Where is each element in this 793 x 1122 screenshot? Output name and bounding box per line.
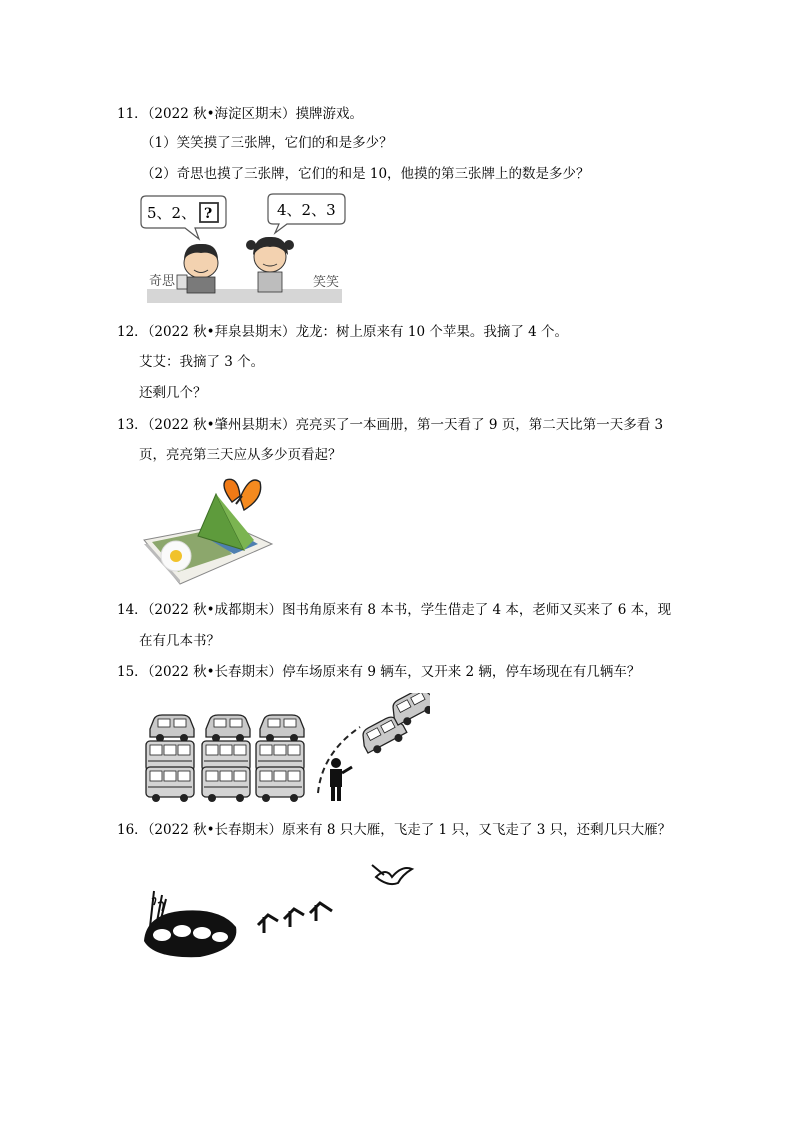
question-text: 原来有 8 只大雁，飞走了 1 只，又飞走了 3 只，还剩几只大雁？ (282, 822, 672, 838)
parked-van (202, 767, 250, 802)
question-source: （2022 秋•长春期末） (147, 822, 283, 838)
ground-strip (147, 289, 342, 303)
question-number: 12． (117, 324, 148, 340)
question-13-continuation: 页，亮亮第三天应从多少页看起？ (139, 447, 342, 463)
parked-van (256, 767, 304, 802)
parked-car (150, 715, 194, 742)
question-15 (117, 664, 640, 680)
question-source: （2022 秋•拜泉县期末） (147, 324, 296, 340)
parked-car (260, 715, 304, 742)
question-12-line-3: 还剩几个？ (139, 385, 207, 401)
question-source: （2022 秋•长春期末） (147, 664, 283, 680)
daisy-flower (161, 541, 191, 571)
question-number: 15． (117, 664, 148, 680)
traffic-officer-figure (330, 758, 352, 801)
question-source: （2022 秋•海淀区期末） (147, 106, 296, 122)
question-14 (117, 602, 671, 618)
speech-bubble-left (141, 196, 226, 239)
question-13 (117, 417, 663, 433)
speech-bubble-right (268, 194, 345, 233)
parked-van (146, 767, 194, 802)
wild-geese-illustration (140, 855, 420, 965)
question-11-part-1: （1）笑笑摸了三张牌，它们的和是多少？ (141, 135, 393, 151)
pond-with-geese (144, 891, 236, 957)
question-text: 图书角原来有 8 本书，学生借走了 4 本，老师又买来了 6 本，现 (282, 602, 672, 618)
question-text: 停车场原来有 9 辆车，又开来 2 辆，停车场现在有几辆车？ (282, 664, 641, 680)
unknown-card-mark: ? (204, 206, 213, 222)
picture-book-illustration (140, 474, 275, 589)
question-14-continuation: 在有几本书？ (139, 633, 220, 649)
parked-car (206, 715, 250, 742)
question-11 (117, 106, 363, 122)
name-label-qisi: 奇思 (149, 274, 176, 289)
question-number: 13． (117, 417, 148, 433)
question-number: 14． (117, 602, 148, 618)
bubble-left-text: 5、2、 (147, 204, 197, 222)
question-11-part-2: （2）奇思也摸了三张牌，它们的和是 10，他摸的第三张牌上的数是多少？ (141, 166, 590, 182)
name-label-xiaoxiao: 笑笑 (313, 275, 340, 290)
question-12-line-2: 艾艾：我摘了 3 个。 (139, 354, 265, 370)
question-number: 11． (117, 106, 148, 122)
parking-lot-illustration (140, 693, 430, 808)
question-16 (117, 822, 671, 838)
card-game-illustration (137, 193, 347, 311)
flying-goose-icon (372, 865, 412, 884)
bubble-right-text: 4、2、3 (277, 201, 336, 219)
question-source: （2022 秋•肇州县期末） (147, 417, 296, 433)
question-number: 16． (117, 822, 148, 838)
question-12 (117, 324, 568, 340)
question-source: （2022 秋•成都期末） (147, 602, 283, 618)
question-text: 亮亮买了一本画册，第一天看了 9 页，第二天比第一天多看 3 (295, 417, 664, 433)
flying-geese-group (258, 903, 332, 933)
boy-figure (177, 244, 218, 293)
butterfly-icon (224, 479, 261, 510)
question-text: 摸牌游戏。 (295, 106, 364, 122)
girl-figure (246, 237, 294, 292)
question-text: 龙龙：树上原来有 10 个苹果。我摘了 4 个。 (295, 324, 568, 340)
